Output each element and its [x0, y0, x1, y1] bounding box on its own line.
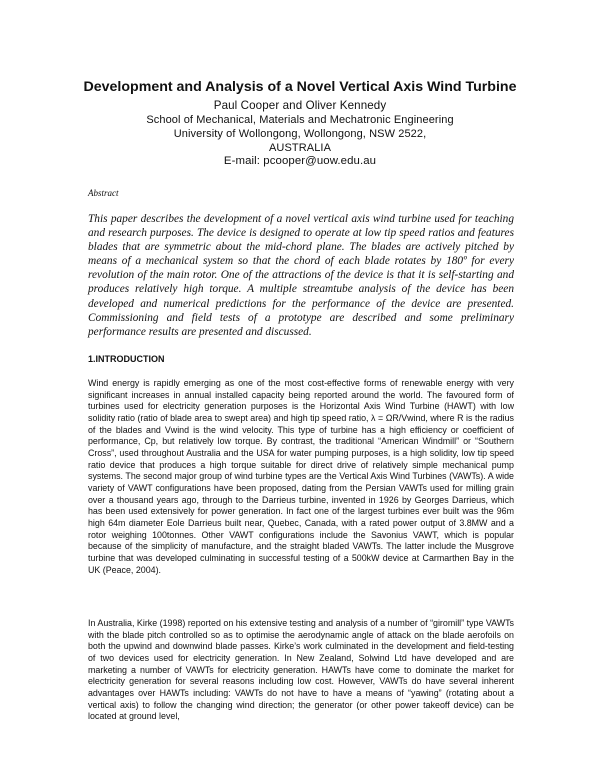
affiliation-school: School of Mechanical, Materials and Mechatronic Engineering	[146, 114, 454, 126]
abstract-text: This paper describes the development of a novel vertical axis wind turbine used for teaching and research purposes. The device is designed to operate at low tip speed ratios and features blades that are symmetric about the mid-chord plane. The blades are actively pitched by means of a mechanical system so that the chord of each blade rotates by 180º for every revolution of the main rotor. One of the attractions of the device is that it is self-starting and produces relatively high torque. A multiple streamtube analysis of the device has been developed and numerical predictions for the performance of the device are presented. Commissioning and field tests of a prototype are described and some preliminary performance results are presented and discussed.	[88, 213, 514, 338]
body-paragraph: Wind energy is rapidly emerging as one of the most cost-effective forms of renewable energy with very significant increases in annual installed capacity being reported around the world. The favoured form of turbines used for electricity generation purposes is the Horizontal Axis Wind Turbine (HAWT) with low solidity ratio (ratio of blade area to swept area) and high tip speed ratio, λ = ΩR/Vwind, where R is the radius of the blades and Vwind is the wind velocity. This type of turbine has a high efficiency or coefficient of performance, Cp, but relatively low torque. By contrast, the traditional “American Windmill” or “Southern Cross”, used throughout Australia and the USA for water pumping purposes, is a high solidity, low tip speed ratio device that produces a high torque suitable for direct drive of relatively simple mechanical pump systems. The second major group of wind turbine types are the Vertical Axis Wind Turbines (VAWTs). A wide variety of VAWT configurations have been proposed, dating from the Persian VAWTs used for milling grain over a thousand years ago, through to the Darrieus turbine, invented in 1926 by Georges Darrieus, which has been used extensively for power generation. In fact one of the largest turbines ever built was the 96m high 64m diameter Eole Darrieus built near, Quebec, Canada, with a rated power output of 3.8MW and a rotor weighing 100tonnes. Other VAWT configurations include the Savonius VAWT, which is popular because of the simplicity of manufacture, and the straight bladed VAWTs. The latter include the Musgrove turbine that was developed culminating in successful testing of a 500kW device at Carmarthen Bay in the UK (Peace, 2004).	[88, 378, 514, 575]
body-paragraph: In Australia, Kirke (1998) reported on his extensive testing and analysis of a number of “giromill” type VAWTs with the blade pitch controlled so as to optimise the aerodynamic angle of attack on the blade aerofoils on both the upwind and downwind blade passes. Kirke’s work culminated in the development and field-testing of two devices used for electricity generation. In New Zealand, Solwind Ltd have developed and are marketing a number of VAWTs for electricity generation. HAWTs have come to dominate the market for electricity generation for several reasons including low cost. However, VAWTs do have several inherent advantages over HAWTs including: VAWTs do not have to have a means of “yawing” (rotating about a vertical axis) to follow the changing wind direction; the generator (or other power takeoff device) can be located at ground level,	[88, 618, 514, 722]
author-names: Paul Cooper and Oliver Kennedy	[213, 99, 387, 112]
affiliation-country: AUSTRALIA	[268, 142, 332, 154]
section-heading-introduction: 1.INTRODUCTION	[88, 354, 165, 364]
abstract-label: Abstract	[88, 188, 119, 198]
paper-title: Development and Analysis of a Novel Vertical Axis Wind Turbine	[83, 79, 517, 95]
affiliation-university: University of Wollongong, Wollongong, NSW 2522,	[173, 128, 427, 140]
contact-email: E-mail: pcooper@uow.edu.au	[223, 155, 377, 167]
